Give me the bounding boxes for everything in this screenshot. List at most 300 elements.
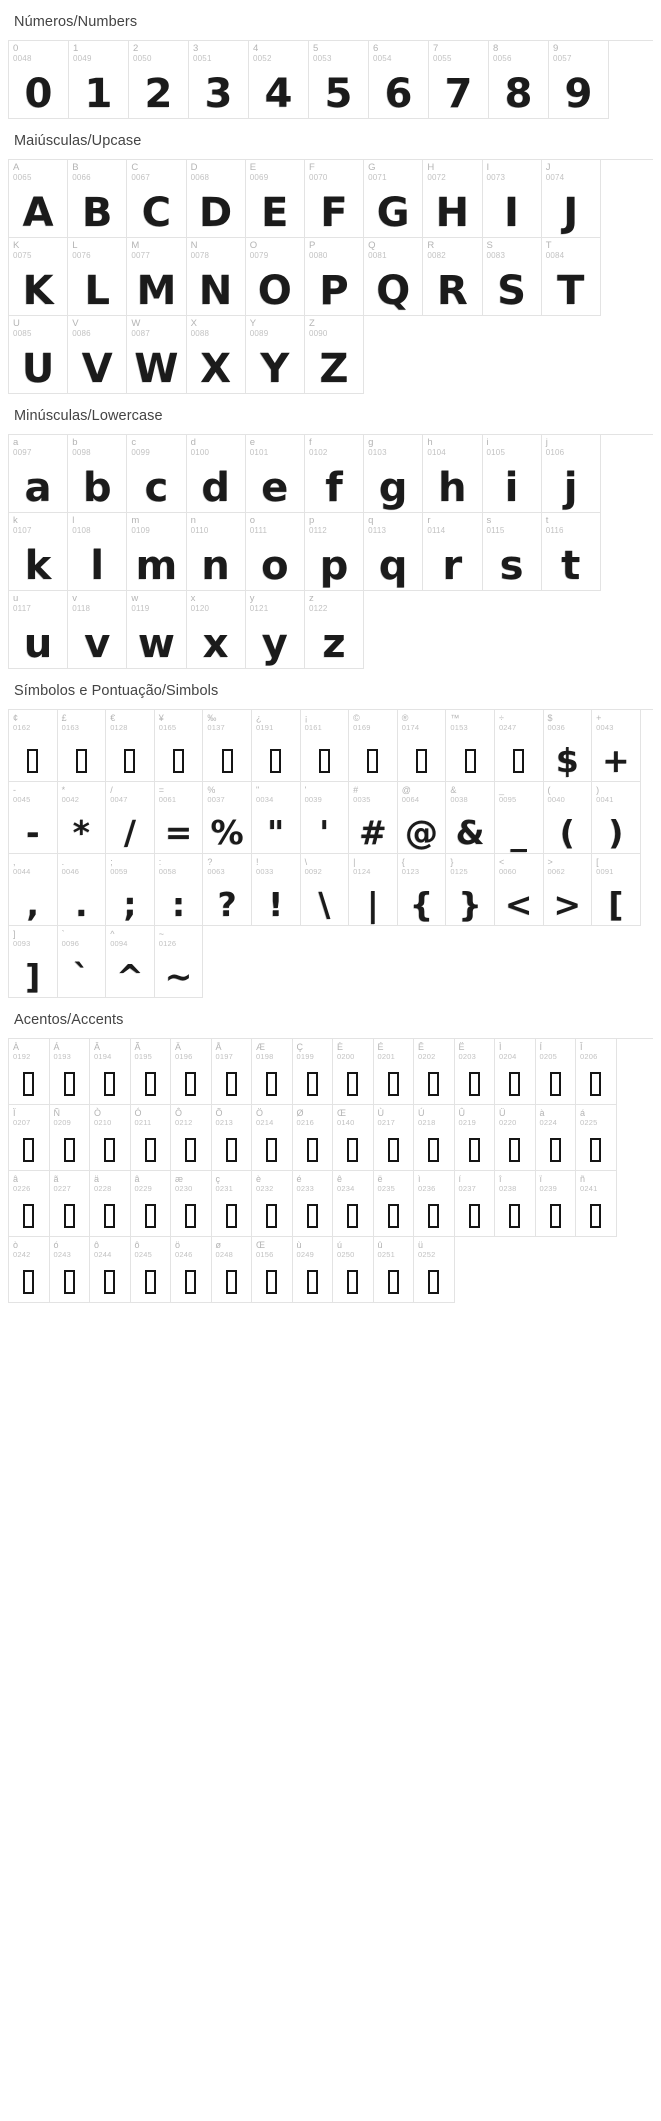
glyph-cell[interactable]: [129, 41, 189, 119]
glyph-cell[interactable]: [155, 782, 204, 854]
glyph-char-code: 0096: [61, 939, 80, 948]
glyph-cell[interactable]: [544, 854, 593, 926]
glyph-render: C: [141, 190, 172, 236]
glyph-meta: [414, 1171, 454, 1193]
glyph-cell[interactable]: [544, 710, 593, 782]
glyph-cell[interactable]: [252, 782, 301, 854]
glyph-cell[interactable]: [187, 591, 246, 669]
glyph-cell[interactable]: [301, 782, 350, 854]
glyph-cell[interactable]: [68, 160, 127, 238]
glyph-char-code: 0163: [61, 723, 80, 732]
tofu-box: [590, 1072, 601, 1096]
glyph-cell[interactable]: [50, 1237, 91, 1303]
glyph-cell[interactable]: [9, 1171, 50, 1237]
glyph-cell[interactable]: [374, 1105, 415, 1171]
glyph-cell[interactable]: [155, 854, 204, 926]
glyph-char-label: q: [368, 515, 374, 526]
glyph-char-code: 0068: [190, 173, 210, 182]
glyph-char-label: Å: [215, 1042, 222, 1052]
missing-glyph-box-icon: [301, 749, 349, 773]
glyph-char-label: Ã: [134, 1042, 141, 1052]
glyph-meta: [301, 854, 349, 876]
glyph-cell[interactable]: [374, 1171, 415, 1237]
glyph-meta: [127, 160, 185, 183]
glyph-char-code: 0036: [547, 723, 566, 732]
glyph-cell[interactable]: [374, 1237, 415, 1303]
glyph-char-label: B: [72, 162, 79, 173]
glyph-cell[interactable]: [252, 1171, 293, 1237]
glyph-cell[interactable]: [155, 926, 204, 998]
glyph-char-code: 0121: [249, 604, 269, 613]
glyph-cell[interactable]: [187, 435, 246, 513]
glyph-cell[interactable]: [446, 710, 495, 782]
glyph-cell[interactable]: [542, 513, 601, 591]
glyph-cell[interactable]: [203, 782, 252, 854]
glyph-cell[interactable]: [68, 238, 127, 316]
glyph-render: 2: [144, 71, 173, 117]
glyph-cell[interactable]: [9, 41, 69, 119]
glyph-cell[interactable]: [252, 1039, 293, 1105]
glyph-cell[interactable]: [364, 513, 423, 591]
glyph-char-label: ò: [13, 1240, 19, 1250]
glyph-cell[interactable]: [293, 1105, 334, 1171]
glyph-char-code: 0099: [131, 448, 150, 457]
glyph-meta: [9, 591, 67, 614]
glyph-cell[interactable]: [483, 513, 542, 591]
missing-glyph-box-icon: [171, 1138, 211, 1162]
glyph-cell[interactable]: [9, 710, 58, 782]
glyph-meta: [203, 854, 251, 876]
missing-glyph-box-icon: [171, 1204, 211, 1228]
glyph-meta: [131, 1171, 171, 1193]
glyph-char-label: ©: [353, 713, 360, 723]
glyph-cell[interactable]: [536, 1171, 577, 1237]
glyph-cell[interactable]: [333, 1039, 374, 1105]
glyph-meta: [398, 854, 446, 876]
glyph-cell[interactable]: [495, 1171, 536, 1237]
glyph-cell[interactable]: [542, 435, 601, 513]
glyph-char-label: Ñ: [53, 1108, 60, 1118]
glyph-cell[interactable]: [423, 513, 482, 591]
glyph-cell[interactable]: [455, 1039, 496, 1105]
glyph-cell[interactable]: [58, 782, 107, 854]
glyph-char-label: È: [337, 1042, 344, 1052]
glyph-cell[interactable]: [131, 1105, 172, 1171]
glyph-meta: [349, 710, 397, 732]
glyph-cell[interactable]: [171, 1039, 212, 1105]
missing-glyph-box-icon: [252, 1138, 292, 1162]
glyph-cell[interactable]: [68, 591, 127, 669]
glyph-meta: [455, 1039, 495, 1061]
tofu-box: [266, 1270, 277, 1294]
glyph-char-label: u: [13, 593, 19, 604]
glyph-cell[interactable]: [536, 1039, 577, 1105]
glyph-cell[interactable]: [212, 1039, 253, 1105]
glyph-char-code: 0102: [308, 448, 328, 457]
glyph-char-label: y: [249, 593, 255, 604]
glyph-char-label: Õ: [215, 1108, 223, 1118]
glyph-cell[interactable]: [333, 1237, 374, 1303]
glyph-render: P: [319, 268, 349, 314]
glyph-cell[interactable]: [9, 1039, 50, 1105]
glyph-char-code: 0234: [337, 1184, 355, 1193]
glyph-cell[interactable]: [155, 710, 204, 782]
missing-glyph-box-icon: [398, 749, 446, 773]
glyph-render: l: [90, 543, 105, 589]
glyph-cell[interactable]: [455, 1105, 496, 1171]
glyph-cell[interactable]: [90, 1237, 131, 1303]
glyph-char-label: 0: [13, 43, 19, 54]
glyph-cell[interactable]: [483, 238, 542, 316]
glyph-cell[interactable]: [203, 710, 252, 782]
glyph-meta: [293, 1105, 333, 1127]
glyph-char-code: 0103: [368, 448, 387, 457]
glyph-cell[interactable]: [495, 710, 544, 782]
glyph-cell[interactable]: [90, 1171, 131, 1237]
glyph-cell[interactable]: [246, 238, 305, 316]
glyph-char-label: &: [450, 785, 457, 795]
glyph-char-label: Œ: [337, 1108, 346, 1118]
glyph-render: 9: [564, 71, 593, 117]
glyph-cell[interactable]: [495, 782, 544, 854]
glyph-cell[interactable]: [249, 41, 309, 119]
glyph-meta: [252, 1237, 292, 1259]
glyph-cell[interactable]: [90, 1105, 131, 1171]
glyph-cell[interactable]: [203, 854, 252, 926]
glyph-meta: [305, 513, 363, 536]
glyph-cell[interactable]: [398, 710, 447, 782]
glyph-cell[interactable]: [127, 513, 186, 591]
glyph-cell[interactable]: [171, 1171, 212, 1237]
glyph-cell[interactable]: [293, 1171, 334, 1237]
glyph-char-label: Ô: [175, 1108, 183, 1118]
tofu-box: [124, 749, 135, 773]
glyph-cell[interactable]: [50, 1105, 91, 1171]
tofu-box: [104, 1204, 115, 1228]
section-title-lowercase: Minúsculas/Lowercase: [14, 408, 163, 424]
glyph-cell[interactable]: [293, 1039, 334, 1105]
glyph-render: :: [171, 885, 186, 924]
glyph-render: O: [257, 268, 292, 314]
glyph-cell[interactable]: [592, 782, 641, 854]
glyph-cell[interactable]: [455, 1171, 496, 1237]
glyph-cell[interactable]: [252, 1237, 293, 1303]
glyph-cell[interactable]: [9, 316, 68, 394]
glyph-cell[interactable]: [495, 1105, 536, 1171]
glyph-cell[interactable]: [576, 1171, 617, 1237]
glyph-cell[interactable]: [50, 1039, 91, 1105]
glyph-cell[interactable]: [301, 854, 350, 926]
tofu-box: [173, 749, 184, 773]
glyph-cell[interactable]: [9, 926, 58, 998]
glyph-cell[interactable]: [592, 854, 641, 926]
glyph-cell[interactable]: [542, 238, 601, 316]
glyph-cell[interactable]: [187, 160, 246, 238]
glyph-char-code: 0073: [486, 173, 506, 182]
glyph-char-label: v: [72, 593, 77, 604]
glyph-char-code: 0201: [377, 1052, 395, 1061]
section-title-numbers: Números/Numbers: [14, 14, 138, 30]
glyph-cell[interactable]: [106, 854, 155, 926]
glyph-char-label: ~: [158, 929, 165, 939]
glyph-render: v: [84, 621, 111, 667]
glyph-cell[interactable]: [9, 854, 58, 926]
glyph-meta: [333, 1171, 373, 1193]
glyph-cell[interactable]: [131, 1171, 172, 1237]
glyph-cell[interactable]: [9, 1105, 50, 1171]
glyph-meta: [155, 854, 203, 876]
glyph-char-code: 0056: [493, 54, 512, 63]
glyph-render: i: [504, 465, 519, 511]
glyph-char-code: 0153: [450, 723, 468, 732]
glyph-render: w: [137, 621, 175, 667]
glyph-cell[interactable]: [293, 1237, 334, 1303]
glyph-cell[interactable]: [305, 591, 364, 669]
glyph-cell[interactable]: [212, 1237, 253, 1303]
glyph-cell[interactable]: [106, 926, 155, 998]
missing-glyph-box-icon: [414, 1270, 454, 1294]
glyph-cell[interactable]: [127, 591, 186, 669]
glyph-cell[interactable]: [58, 926, 107, 998]
glyph-cell[interactable]: [68, 316, 127, 394]
glyph-char-label: +: [596, 713, 602, 723]
glyph-meta: [301, 782, 349, 804]
glyph-char-label: m: [131, 515, 140, 526]
glyph-cell[interactable]: [187, 513, 246, 591]
glyph-cell[interactable]: [349, 854, 398, 926]
glyph-cell[interactable]: [127, 435, 186, 513]
glyph-cell[interactable]: [592, 710, 641, 782]
glyph-meta: [171, 1171, 211, 1193]
glyph-cell[interactable]: [309, 41, 369, 119]
glyph-cell[interactable]: [127, 316, 186, 394]
glyph-cell[interactable]: [301, 710, 350, 782]
glyph-cell[interactable]: [187, 316, 246, 394]
glyph-cell[interactable]: [305, 160, 364, 238]
glyph-char-code: 0213: [215, 1118, 233, 1127]
glyph-char-code: 0230: [175, 1184, 193, 1193]
tofu-box: [185, 1138, 196, 1162]
glyph-cell[interactable]: [349, 782, 398, 854]
glyph-char-label: O: [249, 240, 258, 251]
glyph-char-label: Á: [53, 1042, 60, 1052]
glyph-render: I: [504, 190, 520, 236]
glyph-render: ]: [25, 957, 41, 996]
glyph-meta: [90, 1237, 130, 1259]
glyph-cell[interactable]: [68, 513, 127, 591]
glyph-cell[interactable]: [349, 710, 398, 782]
tofu-box: [185, 1072, 196, 1096]
glyph-char-label: `: [61, 929, 65, 939]
glyph-cell[interactable]: [364, 160, 423, 238]
glyph-cell[interactable]: [58, 710, 107, 782]
glyph-cell[interactable]: [489, 41, 549, 119]
glyph-cell[interactable]: [9, 1237, 50, 1303]
glyph-cell[interactable]: [483, 160, 542, 238]
glyph-cell[interactable]: [542, 160, 601, 238]
glyph-char-code: 0218: [418, 1118, 436, 1127]
glyph-cell[interactable]: [305, 238, 364, 316]
glyph-cell[interactable]: [171, 1237, 212, 1303]
glyph-cell[interactable]: [106, 710, 155, 782]
glyph-meta: [127, 591, 185, 614]
glyph-meta: [58, 782, 106, 804]
tofu-box: [590, 1138, 601, 1162]
glyph-meta: [187, 160, 245, 183]
glyph-cell[interactable]: [369, 41, 429, 119]
glyph-meta: [127, 513, 185, 536]
glyph-cell[interactable]: [536, 1105, 577, 1171]
glyph-render: H: [435, 190, 470, 236]
glyph-cell[interactable]: [212, 1105, 253, 1171]
glyph-cell[interactable]: [398, 854, 447, 926]
glyph-cell[interactable]: [171, 1105, 212, 1171]
glyph-cell[interactable]: [576, 1105, 617, 1171]
glyph-meta: [252, 1171, 292, 1193]
glyph-cell[interactable]: [69, 41, 129, 119]
glyph-cell[interactable]: [58, 854, 107, 926]
glyph-cell[interactable]: [374, 1039, 415, 1105]
glyph-cell[interactable]: [187, 238, 246, 316]
glyph-cell[interactable]: [246, 591, 305, 669]
glyph-cell[interactable]: [106, 782, 155, 854]
tofu-box: [347, 1072, 358, 1096]
glyph-cell[interactable]: [495, 1039, 536, 1105]
missing-glyph-box-icon: [333, 1138, 373, 1162]
glyph-cell[interactable]: [305, 316, 364, 394]
glyph-cell[interactable]: [423, 160, 482, 238]
glyph-cell[interactable]: [127, 160, 186, 238]
glyph-cell[interactable]: [68, 435, 127, 513]
glyph-render: [: [608, 885, 624, 924]
tofu-box: [509, 1072, 520, 1096]
glyph-char-label: %: [207, 785, 216, 795]
glyph-char-code: 0245: [134, 1250, 152, 1259]
glyph-cell[interactable]: [414, 1105, 455, 1171]
glyph-cell[interactable]: [423, 435, 482, 513]
glyph-cell[interactable]: [414, 1237, 455, 1303]
glyph-char-label: ì: [418, 1174, 421, 1184]
missing-glyph-box-icon: [90, 1204, 130, 1228]
glyph-char-label: E: [249, 162, 257, 173]
glyph-cell[interactable]: [446, 854, 495, 926]
glyph-cell[interactable]: [305, 435, 364, 513]
missing-glyph-box-icon: [131, 1138, 171, 1162]
glyph-char-label: [: [596, 857, 599, 867]
glyph-cell[interactable]: [9, 238, 68, 316]
glyph-cell[interactable]: [414, 1039, 455, 1105]
glyph-cell[interactable]: [9, 782, 58, 854]
glyph-char-code: 0058: [158, 867, 177, 876]
glyph-char-label: a: [13, 437, 19, 448]
glyph-cell[interactable]: [495, 854, 544, 926]
glyph-cell[interactable]: [398, 782, 447, 854]
glyph-cell[interactable]: [252, 1105, 293, 1171]
glyph-cell[interactable]: [252, 710, 301, 782]
glyph-char-label: A: [13, 162, 20, 173]
glyph-cell[interactable]: [9, 435, 68, 513]
glyph-char-label: Û: [458, 1108, 465, 1118]
glyph-char-label: À: [13, 1042, 20, 1052]
glyph-cell[interactable]: [131, 1039, 172, 1105]
tofu-box: [64, 1204, 75, 1228]
glyph-cell[interactable]: [576, 1039, 617, 1105]
tofu-box: [266, 1204, 277, 1228]
tofu-box: [104, 1270, 115, 1294]
glyph-cell[interactable]: [423, 238, 482, 316]
glyph-cell[interactable]: [9, 513, 68, 591]
glyph-meta: [90, 1039, 130, 1061]
glyph-char-code: 0108: [72, 526, 91, 535]
glyph-cell[interactable]: [549, 41, 609, 119]
glyph-cell[interactable]: [333, 1171, 374, 1237]
glyph-char-code: 0242: [13, 1250, 31, 1259]
glyph-render: E: [261, 190, 289, 236]
glyph-char-label: ¥: [158, 713, 164, 723]
glyph-cell[interactable]: [364, 435, 423, 513]
glyph-cell[interactable]: [414, 1171, 455, 1237]
glyph-cell[interactable]: [483, 435, 542, 513]
tofu-box: [428, 1204, 439, 1228]
glyph-cell[interactable]: [305, 513, 364, 591]
glyph-cell[interactable]: [212, 1171, 253, 1237]
glyph-meta: [212, 1171, 252, 1193]
glyph-char-label: ç: [215, 1174, 220, 1184]
glyph-cell[interactable]: [333, 1105, 374, 1171]
glyph-cell[interactable]: [246, 513, 305, 591]
glyph-meta: [398, 710, 446, 732]
glyph-cell[interactable]: [446, 782, 495, 854]
tofu-box: [226, 1270, 237, 1294]
glyph-char-label: Â: [94, 1042, 101, 1052]
glyph-char-code: 0193: [53, 1052, 71, 1061]
glyph-cell[interactable]: [246, 435, 305, 513]
glyph-cell[interactable]: [364, 238, 423, 316]
glyph-cell[interactable]: [246, 316, 305, 394]
glyph-cell[interactable]: [429, 41, 489, 119]
glyph-cell[interactable]: [9, 160, 68, 238]
glyph-char-code: 0252: [418, 1250, 436, 1259]
glyph-meta: [203, 710, 251, 732]
glyph-cell[interactable]: [90, 1039, 131, 1105]
glyph-cell[interactable]: [252, 854, 301, 926]
glyph-meta: [9, 1237, 49, 1259]
glyph-cell[interactable]: [544, 782, 593, 854]
tofu-box: [185, 1204, 196, 1228]
tofu-box: [185, 1270, 196, 1294]
glyph-cell[interactable]: [9, 591, 68, 669]
glyph-char-label: 1: [73, 43, 79, 54]
glyph-render: ^: [116, 957, 144, 996]
glyph-char-code: 0081: [368, 251, 387, 260]
glyph-cell[interactable]: [131, 1237, 172, 1303]
glyph-cell[interactable]: [127, 238, 186, 316]
glyph-char-label: D: [190, 162, 198, 173]
glyph-cell[interactable]: [189, 41, 249, 119]
glyph-char-code: 0162: [13, 723, 31, 732]
glyph-char-label: *: [61, 785, 66, 795]
glyph-meta: [68, 238, 126, 261]
glyph-cell[interactable]: [50, 1171, 91, 1237]
glyph-cell[interactable]: [246, 160, 305, 238]
glyph-meta: [212, 1039, 252, 1061]
glyph-char-label: á: [580, 1108, 586, 1118]
glyph-char-label: ä: [94, 1174, 100, 1184]
glyph-render: `: [73, 957, 90, 996]
tofu-box: [64, 1138, 75, 1162]
glyph-char-code: 0067: [131, 173, 150, 182]
glyph-char-label: ö: [175, 1240, 181, 1250]
